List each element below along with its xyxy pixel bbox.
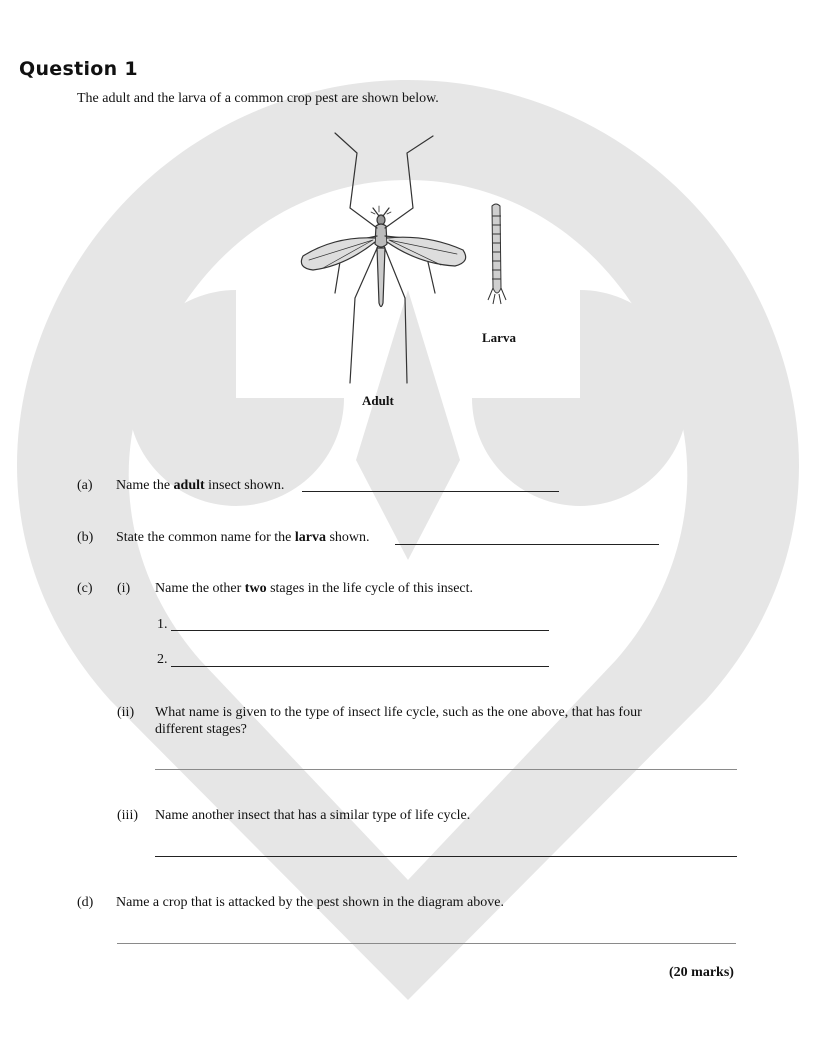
adult-label: Adult <box>362 393 394 408</box>
part-c-marker: (c) <box>77 581 93 596</box>
part-b-text: State the common name for the <box>116 530 295 545</box>
part-c-ii-question-line-2: different stages? <box>155 722 247 737</box>
part-b-bold: larva <box>294 530 326 545</box>
part-c-ii-question-line-1: What name is given to the type of insect life cycle, such as the one above, that has four <box>155 705 642 720</box>
insect-figure <box>295 128 535 413</box>
part-a-text-end: insect shown. <box>204 478 285 493</box>
adult-abdomen <box>377 248 385 307</box>
part-c-i-marker: (i) <box>117 581 131 596</box>
part-b-text-end: shown. <box>325 530 370 545</box>
part-a-answer-line[interactable] <box>302 491 559 492</box>
part-c-i-question <box>155 580 473 598</box>
part-c-i-bold: two <box>244 581 267 596</box>
part-c-iii-question: Name another insect that has a similar type of life cycle. <box>155 808 471 823</box>
part-a-marker: (a) <box>77 478 93 493</box>
larva-drawing <box>488 204 506 304</box>
part-d-marker: (d) <box>77 895 94 910</box>
crane-fly-diagram <box>295 128 535 413</box>
part-d-question: Name a crop that is attacked by the pest shown in the diagram above. <box>116 895 504 910</box>
part-d-answer-line[interactable] <box>117 943 736 944</box>
part-c-i-text-end: stages in the life cycle of this insect. <box>266 581 474 596</box>
part-c-i-answer-1-line[interactable] <box>171 630 549 631</box>
larva-label: Larva <box>482 330 516 345</box>
part-c-i-text: Name the other <box>155 581 245 596</box>
part-c-ii-marker: (ii) <box>117 705 135 720</box>
marks-total: (20 marks) <box>669 965 734 980</box>
part-a-question <box>116 477 284 495</box>
part-b-marker: (b) <box>77 530 94 545</box>
part-c-i-answer-2-label: 2. <box>157 652 168 667</box>
adult-right-wing <box>387 237 466 266</box>
part-b-question <box>116 529 370 547</box>
part-b-answer-line[interactable] <box>395 544 659 545</box>
part-c-iii-answer-line[interactable] <box>155 856 737 857</box>
part-a-text: Name the <box>116 478 174 493</box>
part-c-i-answer-1-label: 1. <box>157 617 168 632</box>
part-c-ii-answer-line[interactable] <box>155 769 737 770</box>
part-c-i-answer-2-line[interactable] <box>171 666 549 667</box>
intro-text: The adult and the larva of a common crop pest are shown below. <box>77 91 439 106</box>
part-c-iii-marker: (iii) <box>117 808 138 823</box>
part-a-bold: adult <box>173 478 205 493</box>
question-title: Question 1 <box>19 58 138 80</box>
